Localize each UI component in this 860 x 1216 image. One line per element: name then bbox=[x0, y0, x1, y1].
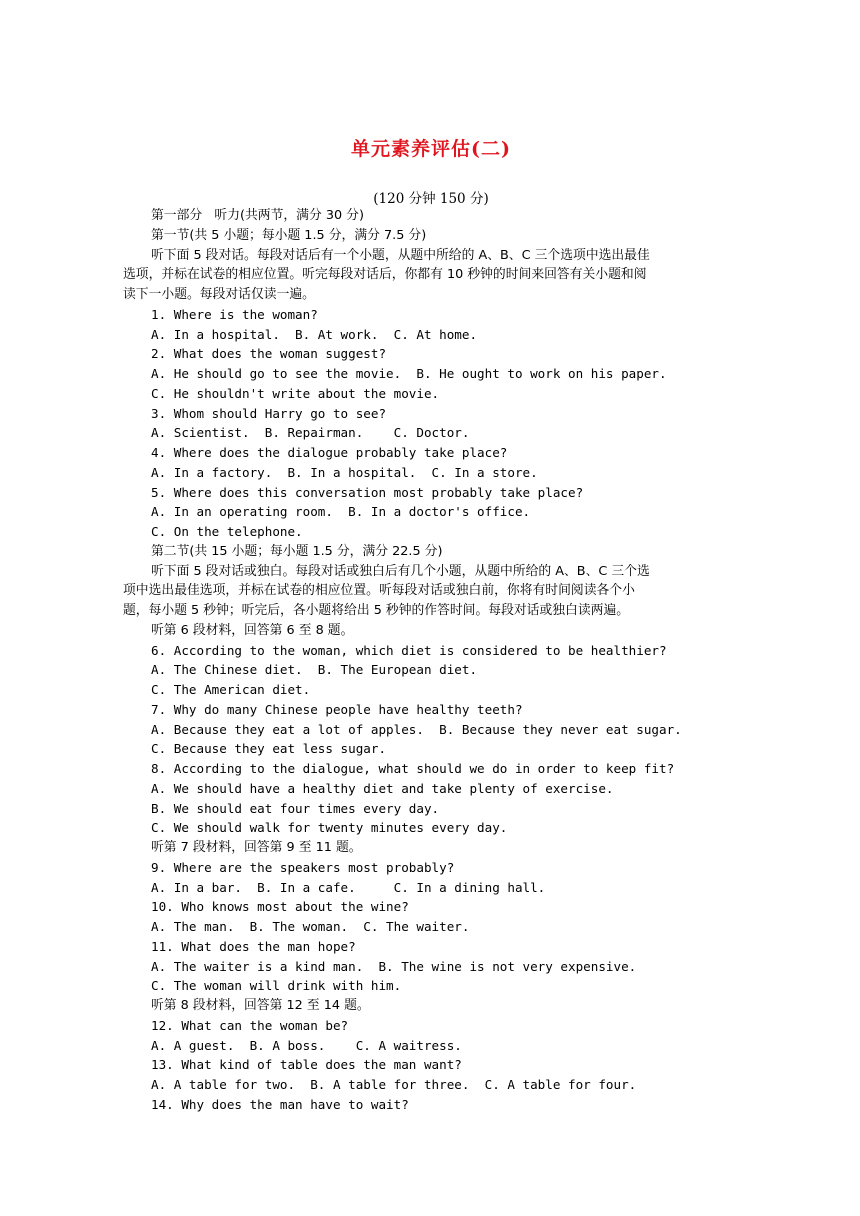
text-line: A. In a bar. B. In a cafe. C. In a dining hall. bbox=[151, 879, 546, 895]
text-line: 听下面 5 段对话或独白。每段对话或独白后有几个小题，从题中所给的 A、B、C 三个选 bbox=[151, 563, 650, 579]
text-line: 1. Where is the woman? bbox=[151, 306, 318, 322]
text-line: 听下面 5 段对话。每段对话后有一个小题，从题中所给的 A、B、C 三个选项中选出最佳 bbox=[151, 247, 650, 263]
text-line: 2. What does the woman suggest? bbox=[151, 346, 387, 362]
text-line: C. Because they eat less sugar. bbox=[151, 741, 387, 757]
text-line: A. A table for two. B. A table for three. C. A table for four. bbox=[151, 1077, 637, 1092]
text-line: 4. Where does the dialogue probably take place? bbox=[151, 445, 508, 460]
text-line: A. The waiter is a kind man. B. The wine is not very expensive. bbox=[151, 958, 637, 974]
text-line: 第二节(共 15 小题；每小题 1.5 分，满分 22.5 分) bbox=[151, 543, 443, 559]
text-line: 9. Where are the speakers most probably? bbox=[151, 859, 455, 875]
text-line: A. He should go to see the movie. B. He ought to work on his paper. bbox=[151, 366, 667, 381]
text-line: 项中选出最佳选项，并标在试卷的相应位置。听每段对话或独白前，你将有时间阅读各个小 bbox=[123, 583, 635, 599]
text-line: A. The man. B. The woman. C. The waiter. bbox=[151, 919, 470, 934]
text-line: 第一部分 听力(共两节，满分 30 分) bbox=[151, 208, 364, 223]
text-line: 5. Where does this conversation most probably take place? bbox=[151, 484, 584, 500]
text-line: 14. Why does the man have to wait? bbox=[151, 1096, 409, 1112]
text-line: 听第 6 段材料，回答第 6 至 8 题。 bbox=[151, 622, 354, 638]
exam-time-score: (120 分钟 150 分) bbox=[373, 191, 489, 207]
text-line: A. Because they eat a lot of apples. B. Because they never eat sugar. bbox=[151, 721, 682, 737]
text-line: 听第 7 段材料，回答第 9 至 11 题。 bbox=[151, 840, 362, 855]
text-line: A. In a hospital. B. At work. C. At home. bbox=[151, 326, 478, 342]
text-line: 11. What does the man hope? bbox=[151, 938, 356, 954]
document-title: 单元素养评估(二) bbox=[351, 138, 511, 160]
text-line: C. We should walk for twenty minutes every day. bbox=[151, 820, 508, 836]
document-body bbox=[123, 206, 739, 1115]
text-line: 7. Why do many Chinese people have healthy teeth? bbox=[151, 701, 523, 717]
text-line: 3. Whom should Harry go to see? bbox=[151, 405, 387, 421]
text-line: B. We should eat four times every day. bbox=[151, 800, 440, 816]
text-line: A. In a factory. B. In a hospital. C. In a store. bbox=[151, 464, 538, 480]
text-line: 听第 8 段材料，回答第 12 至 14 题。 bbox=[151, 998, 370, 1013]
text-line: A. A guest. B. A boss. C. A waitress. bbox=[151, 1037, 462, 1053]
text-line: 10. Who knows most about the wine? bbox=[151, 899, 409, 915]
text-line: 13. What kind of table does the man want? bbox=[151, 1057, 462, 1073]
text-line: C. He shouldn't write about the movie. bbox=[151, 385, 440, 401]
text-line: 题，每小题 5 秒钟；听完后，各小题将给出 5 秒钟的作答时间。每段对话或独白读两遍。 bbox=[123, 603, 630, 618]
text-line: 12. What can the woman be? bbox=[151, 1017, 349, 1033]
text-line: 8. According to the dialogue, what should we do in order to keep fit? bbox=[151, 761, 675, 776]
text-line: 第一节(共 5 小题；每小题 1.5 分，满分 7.5 分) bbox=[151, 227, 427, 243]
text-line: C. The American diet. bbox=[151, 682, 311, 697]
text-line: C. The woman will drink with him. bbox=[151, 978, 402, 994]
text-line: A. In an operating room. B. In a doctor's office. bbox=[151, 504, 531, 520]
text-line: C. On the telephone. bbox=[151, 524, 303, 539]
text-line: 读下一小题。每段对话仅读一遍。 bbox=[123, 287, 315, 302]
text-line: A. We should have a healthy diet and take plenty of exercise. bbox=[151, 780, 614, 796]
text-line: 6. According to the woman, which diet is considered to be healthier? bbox=[151, 642, 667, 658]
text-line: A. Scientist. B. Repairman. C. Doctor. bbox=[151, 425, 470, 441]
text-line: A. The Chinese diet. B. The European diet. bbox=[151, 662, 478, 678]
text-line: 选项，并标在试卷的相应位置。听完每段对话后，你都有 10 秒钟的时间来回答有关小题和阅 bbox=[123, 267, 647, 283]
